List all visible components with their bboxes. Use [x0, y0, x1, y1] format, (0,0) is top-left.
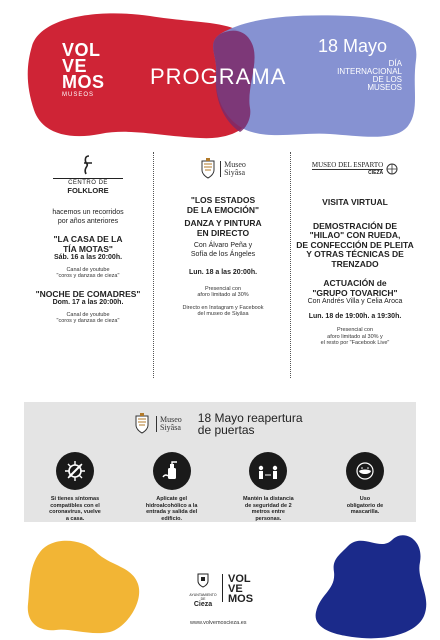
esparto-logo — [294, 160, 416, 178]
esparto-logo-text — [312, 162, 383, 176]
reopening-header — [134, 412, 303, 436]
logo-line: Museo — [224, 160, 246, 169]
note-line: aforo limitado al 30% — [197, 292, 249, 298]
virus-icon — [56, 452, 94, 490]
day-label-line: DE LOS — [372, 75, 402, 84]
event-title — [26, 235, 150, 254]
logo-line: VE — [228, 583, 243, 595]
event-time: Lun. 18 de 19:00h. a 19:30h. — [308, 312, 402, 320]
event-performers — [158, 242, 288, 259]
folklore-logo-line1: CENTRO DE — [53, 178, 123, 187]
intro-line: por años anteriores — [57, 217, 119, 225]
volvemos-logo — [62, 42, 105, 90]
navy-blob — [316, 535, 427, 638]
logo-line: VOL — [62, 40, 101, 60]
column-divider — [290, 152, 291, 378]
note-line: "coros y danzas de cieza" — [56, 273, 120, 279]
event-time: Lun. 18 a las 20:00h. — [188, 269, 258, 276]
event-time: Sáb. 16 a las 20:00h. — [53, 254, 123, 261]
event-title-line: TRENZADO — [331, 258, 379, 269]
event-subtitle-line: EN DIRECTO — [196, 227, 250, 238]
column-siyasa — [158, 158, 288, 318]
event-title-line: "GRUPO TOVARICH" — [312, 287, 398, 298]
city-crest-icon — [197, 572, 209, 588]
event-note — [26, 312, 150, 325]
logo-line: MOS — [62, 72, 105, 92]
note-line: del museo de Siyâsa — [197, 311, 249, 317]
event-title-line: DEMOSTRACIÓN DE — [312, 220, 398, 231]
rule-line: a casa. — [65, 515, 85, 522]
event-title-line: DE LA EMOCIÓN" — [186, 204, 260, 215]
day-label-line: DÍA — [388, 59, 402, 68]
event-performers: Con Andrés Villa y Celia Aroca — [307, 298, 403, 305]
rule-text — [243, 496, 294, 522]
event-title — [158, 196, 288, 215]
logo-line: MOS — [228, 593, 254, 605]
logo-line: Museo — [160, 415, 182, 424]
event-note — [26, 267, 150, 280]
logo-line: Siyâsa — [160, 423, 181, 432]
column-esparto — [294, 160, 416, 347]
intro-line: hacemos un recorridos — [52, 209, 124, 216]
siyasa-logo-text — [156, 416, 182, 432]
event-title-line: DE CONFECCIÓN DE PLEITA — [296, 239, 414, 250]
rule-text — [49, 496, 101, 522]
yellow-blob — [28, 541, 139, 633]
performers-line: Con Álvaro Peña y — [193, 242, 253, 249]
siyasa-logo-text — [220, 161, 246, 177]
rule-line: Uso — [359, 496, 371, 502]
event-subtitle — [158, 219, 288, 238]
city-label: Cieza — [193, 601, 213, 608]
footer-divider — [222, 574, 223, 602]
footer-volvemos-logo — [228, 574, 253, 604]
day-label-line: MUSEOS — [367, 83, 402, 92]
event-note — [158, 286, 288, 299]
event-title-line: TÍA MOTAS" — [63, 243, 113, 254]
note-line: Presencial con — [336, 327, 374, 333]
museum-crest-icon — [200, 158, 216, 180]
rule-line: Mantén la distancia — [242, 496, 294, 502]
note-line: Directo en Instagram y Facebook — [182, 304, 264, 311]
hand-sanitizer-icon — [153, 452, 191, 490]
website-url[interactable]: www.volvemoscieza.es — [190, 620, 247, 626]
col1-intro — [26, 209, 150, 226]
folklore-logo — [53, 154, 123, 195]
note-line: el resto por "Facebook Live" — [320, 340, 390, 346]
logo-line: MUSEO DEL ESPARTO — [311, 161, 384, 169]
event-title-line: "HILAO" CON RUEDA, — [309, 230, 401, 240]
event-time: Dom. 17 a las 20:00h. — [52, 299, 124, 306]
logo-subtitle: MUSEOS — [62, 92, 95, 98]
esparto-wheel-icon — [386, 160, 398, 178]
rule-line: entrada y salida del — [146, 509, 198, 515]
folklore-icon — [81, 154, 95, 176]
rule-line: obligatorio de — [346, 502, 384, 509]
rule-text — [146, 496, 198, 522]
rule-text — [347, 496, 383, 516]
day-label-line: INTERNACIONAL — [337, 67, 402, 76]
note-line: Canal de youtube — [66, 311, 110, 318]
event-title-line: Y OTRAS TÉCNICAS DE — [306, 249, 404, 259]
event-title-line: "LOS ESTADOS — [190, 195, 256, 205]
safety-rule — [127, 452, 217, 522]
rule-line: de seguridad de 2 — [244, 502, 292, 509]
museum-crest-icon — [134, 412, 150, 436]
rule-line: coronavirus, vuelve — [49, 509, 101, 515]
safety-rules — [30, 452, 410, 522]
folklore-logo-line2: FOLKLORE — [67, 186, 109, 195]
reopening-text-line: de puertas — [197, 423, 255, 437]
rule-line: edificio. — [161, 515, 183, 522]
event-subtitle-line: DANZA Y PINTURA — [184, 218, 262, 228]
reopening-text — [198, 412, 303, 436]
rule-line: hidroalcohólico a la — [145, 502, 198, 509]
rule-line: personas. — [255, 515, 282, 522]
cieza-logo — [188, 572, 218, 609]
safety-rule — [223, 452, 313, 522]
distance-icon — [249, 452, 287, 490]
column-divider — [153, 152, 154, 378]
event-note — [294, 327, 416, 347]
logo-line: Siyâsa — [224, 168, 245, 177]
event-title — [294, 222, 416, 270]
rule-line: compatibles con el — [50, 502, 100, 509]
note-line: "coros y danzas de cieza" — [56, 318, 120, 324]
page-title: PROGRAMA — [150, 64, 287, 89]
event-note — [158, 305, 288, 318]
rule-line: Aplicate gel — [156, 496, 188, 502]
reopening-text-line: 18 Mayo reapertura — [197, 411, 303, 425]
performers-line: Sofía de los Ángeles — [190, 250, 256, 258]
safety-rule — [30, 452, 120, 522]
note-line: aforo limitado al 30% y — [327, 333, 383, 340]
logo-line: VOL — [228, 573, 251, 585]
event-title: "NOCHE DE COMADRES" — [35, 288, 141, 299]
event-title: VISITA VIRTUAL — [322, 197, 388, 207]
face-mask-icon — [346, 452, 384, 490]
column-folklore — [26, 150, 150, 325]
event-title-line: ACTUACIÓN de — [323, 278, 387, 288]
note-line: Presencial con — [204, 285, 242, 292]
event-title — [294, 279, 416, 298]
day-label — [316, 60, 402, 92]
logo-line: VE — [62, 56, 88, 76]
rule-line: Si tienes síntomas — [50, 496, 100, 502]
siyasa-logo — [158, 158, 288, 180]
event-date: 18 Mayo — [318, 36, 388, 56]
rule-line: metros entre — [251, 509, 285, 515]
rule-line: mascarilla. — [350, 509, 380, 515]
note-line: Canal de youtube — [66, 266, 110, 273]
logo-line: CIEZA — [368, 170, 384, 176]
safety-rule — [320, 452, 410, 522]
event-title-line: "LA CASA DE LA — [53, 234, 123, 244]
city-sublabel: AYUNTAMIENTO DE — [189, 593, 217, 601]
